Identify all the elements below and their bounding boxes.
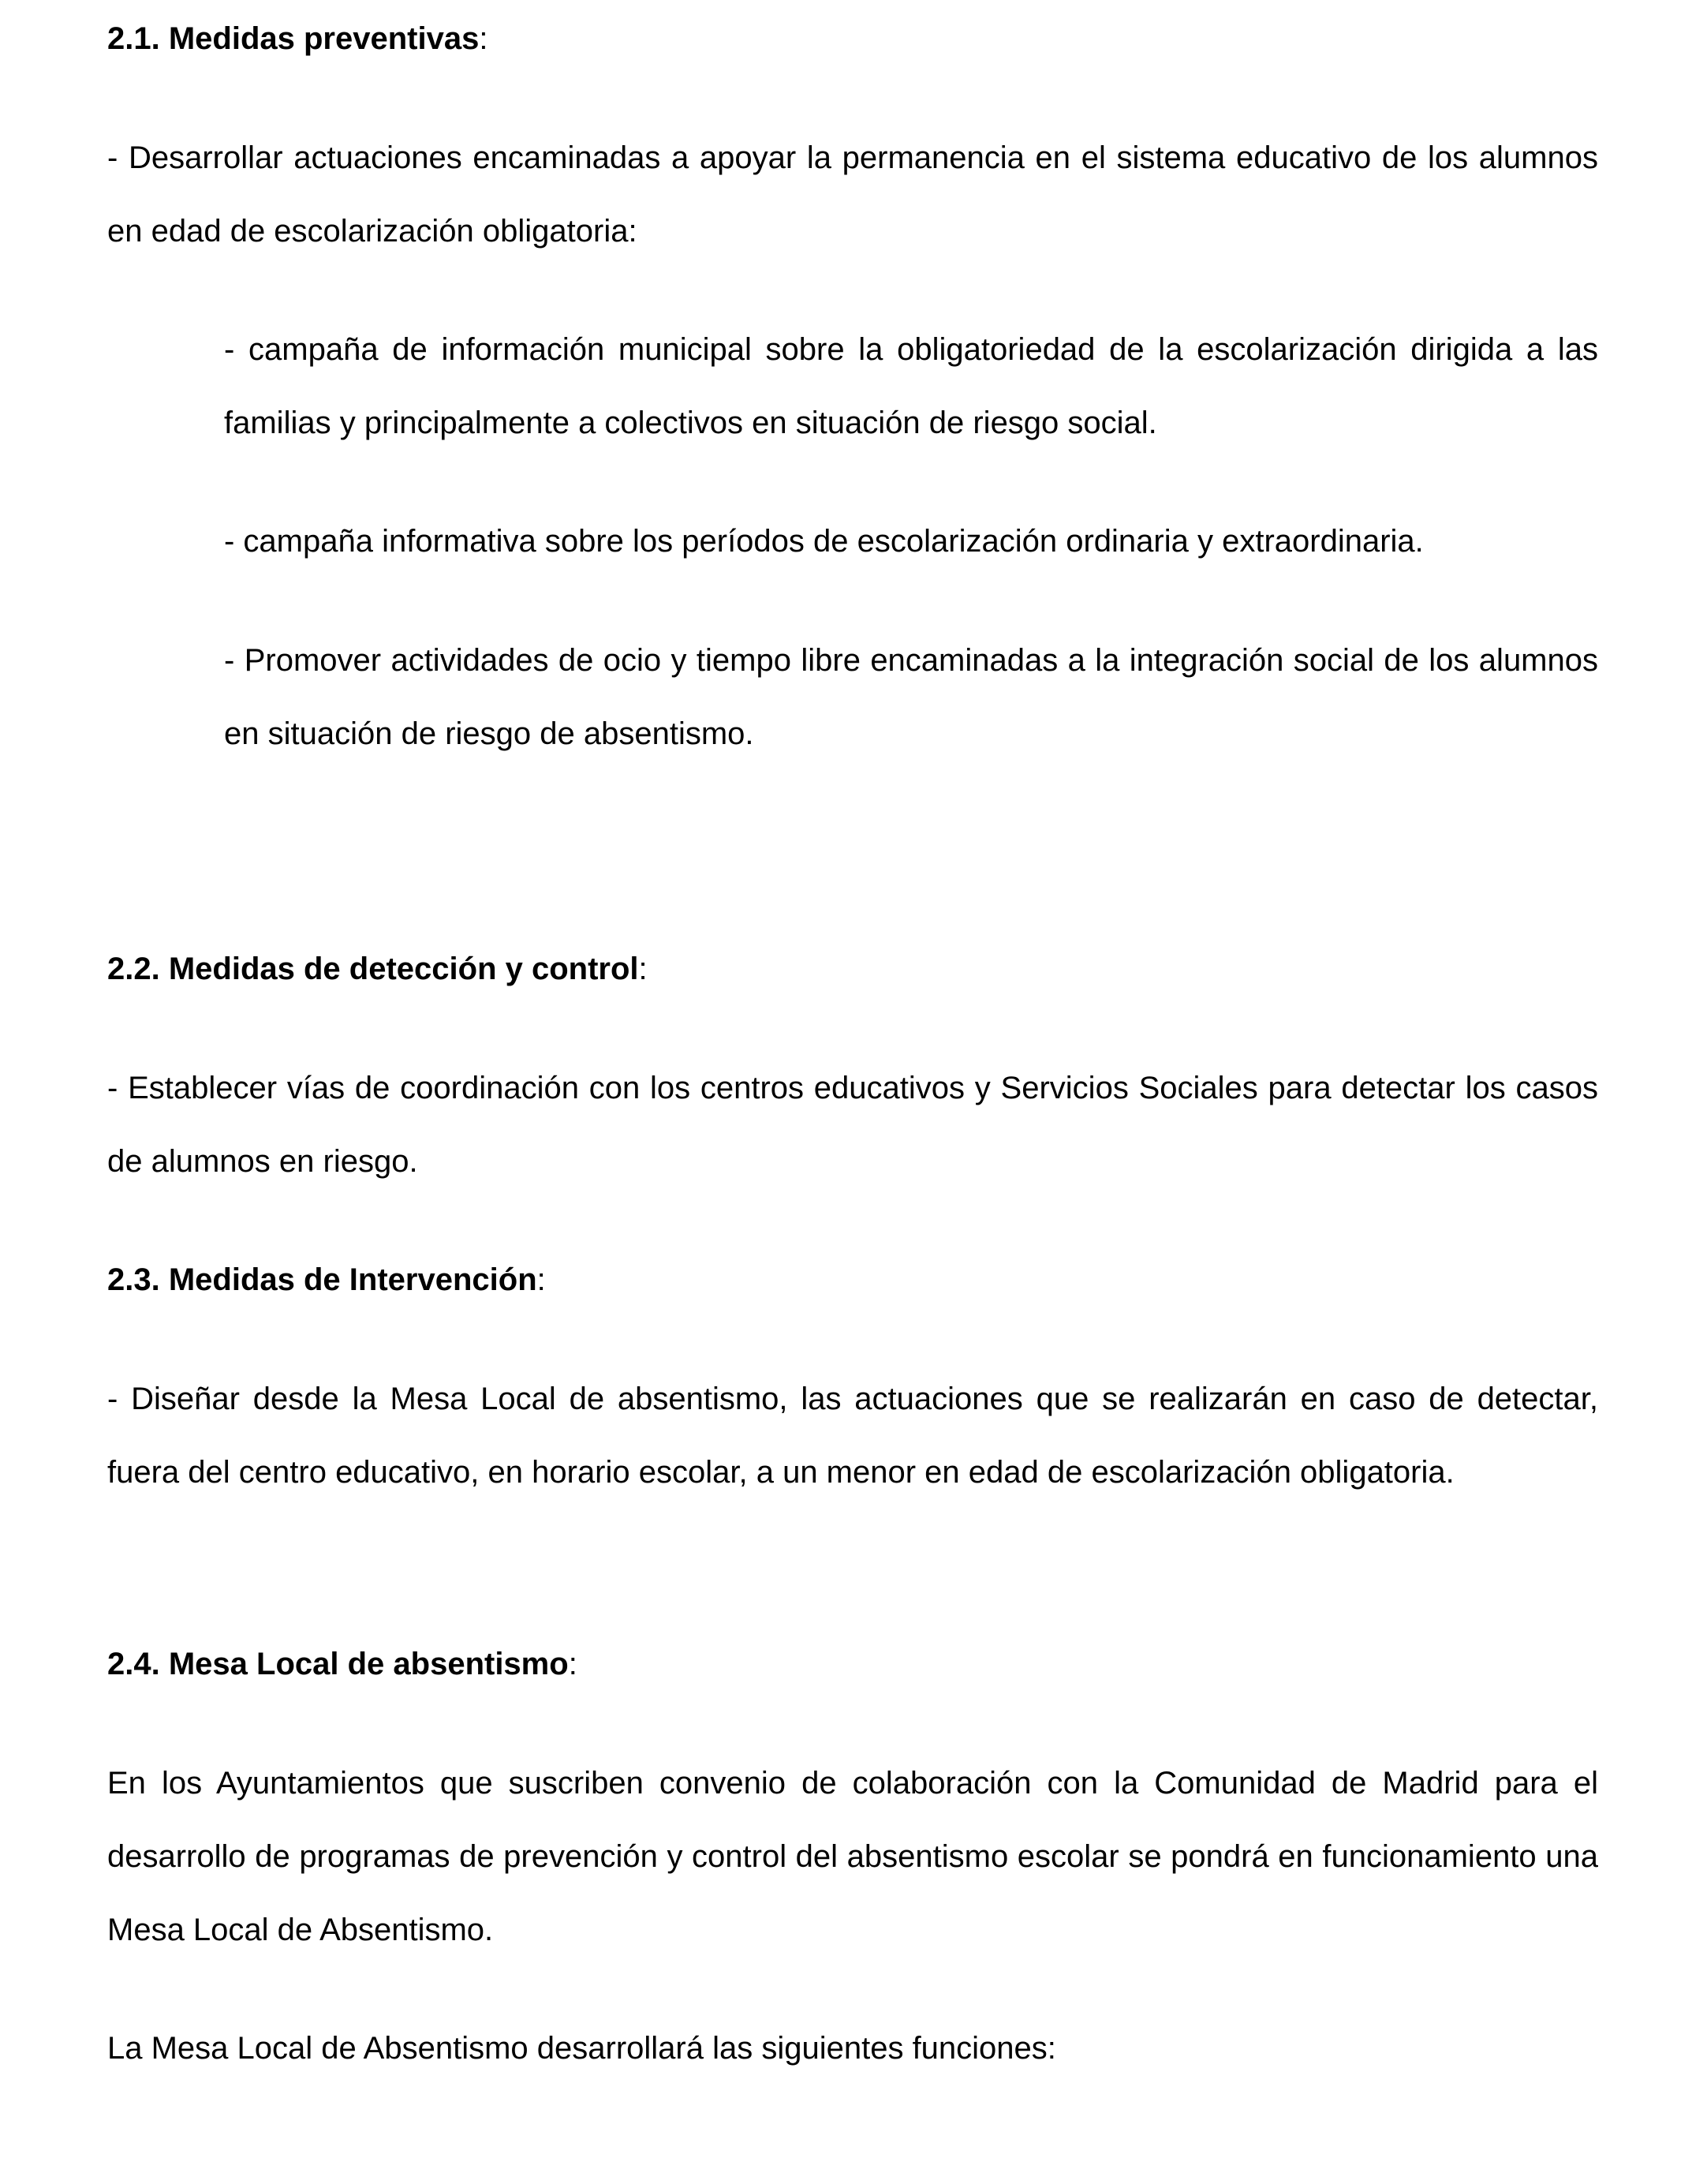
heading-2-4 bbox=[107, 1628, 1598, 1701]
heading-2-1-number: 2.1. bbox=[107, 21, 160, 56]
heading-2-1-colon: : bbox=[479, 21, 488, 56]
heading-2-4-colon: : bbox=[568, 1647, 577, 1681]
heading-2-2-number: 2.2. bbox=[107, 952, 160, 986]
heading-2-4-title: Mesa Local de absentismo bbox=[168, 1647, 569, 1681]
paragraph-2-4-b: La Mesa Local de Absentismo desarrollará las siguientes funciones: bbox=[107, 2031, 1056, 2066]
paragraph-2-4-a: En los Ayuntamientos que suscriben convenio de colaboración con la Comunidad de Madrid para el desarrollo de programas de prevención y control del absentismo escolar se pondrá en funcionamiento una Mesa Local de Absentismo. bbox=[107, 1766, 1598, 1947]
paragraph-2-1: - Desarrollar actuaciones encaminadas a apoyar la permanencia en el sistema educativo de los alumnos en edad de escolarización obligatoria: bbox=[107, 140, 1598, 249]
paragraph-2-2: - Establecer vías de coordinación con los centros educativos y Servicios Sociales para detectar los casos de alumnos en riesgo. bbox=[107, 1071, 1598, 1179]
heading-2-1 bbox=[107, 2, 1598, 76]
heading-2-3-number: 2.3. bbox=[107, 1262, 160, 1297]
heading-2-2 bbox=[107, 933, 1598, 1006]
heading-2-3 bbox=[107, 1243, 1598, 1317]
heading-2-3-title: Medidas de Intervención bbox=[168, 1262, 537, 1297]
heading-2-4-number: 2.4. bbox=[107, 1647, 160, 1681]
heading-2-2-colon: : bbox=[638, 952, 648, 986]
heading-2-1-title: Medidas preventivas bbox=[168, 21, 480, 56]
paragraph-2-3: - Diseñar desde la Mesa Local de absentismo, las actuaciones que se realizarán en caso de detectar, fuera del centro educativo, en horario escolar, a un menor en edad de escolarización obligatoria. bbox=[107, 1382, 1598, 1490]
list-item-2-1-b: - campaña informativa sobre los períodos de escolarización ordinaria y extraordinaria. bbox=[224, 524, 1424, 559]
list-item-2-1-a: - campaña de información municipal sobre la obligatoriedad de la escolarización dirigida a las familias y principalmente a colectivos en situación de riesgo social. bbox=[224, 332, 1598, 440]
heading-2-2-title: Medidas de detección y control bbox=[168, 952, 639, 986]
list-item-2-1-c: - Promover actividades de ocio y tiempo libre encaminadas a la integración social de los alumnos en situación de riesgo de absentismo. bbox=[224, 643, 1598, 751]
heading-2-3-colon: : bbox=[536, 1262, 546, 1297]
